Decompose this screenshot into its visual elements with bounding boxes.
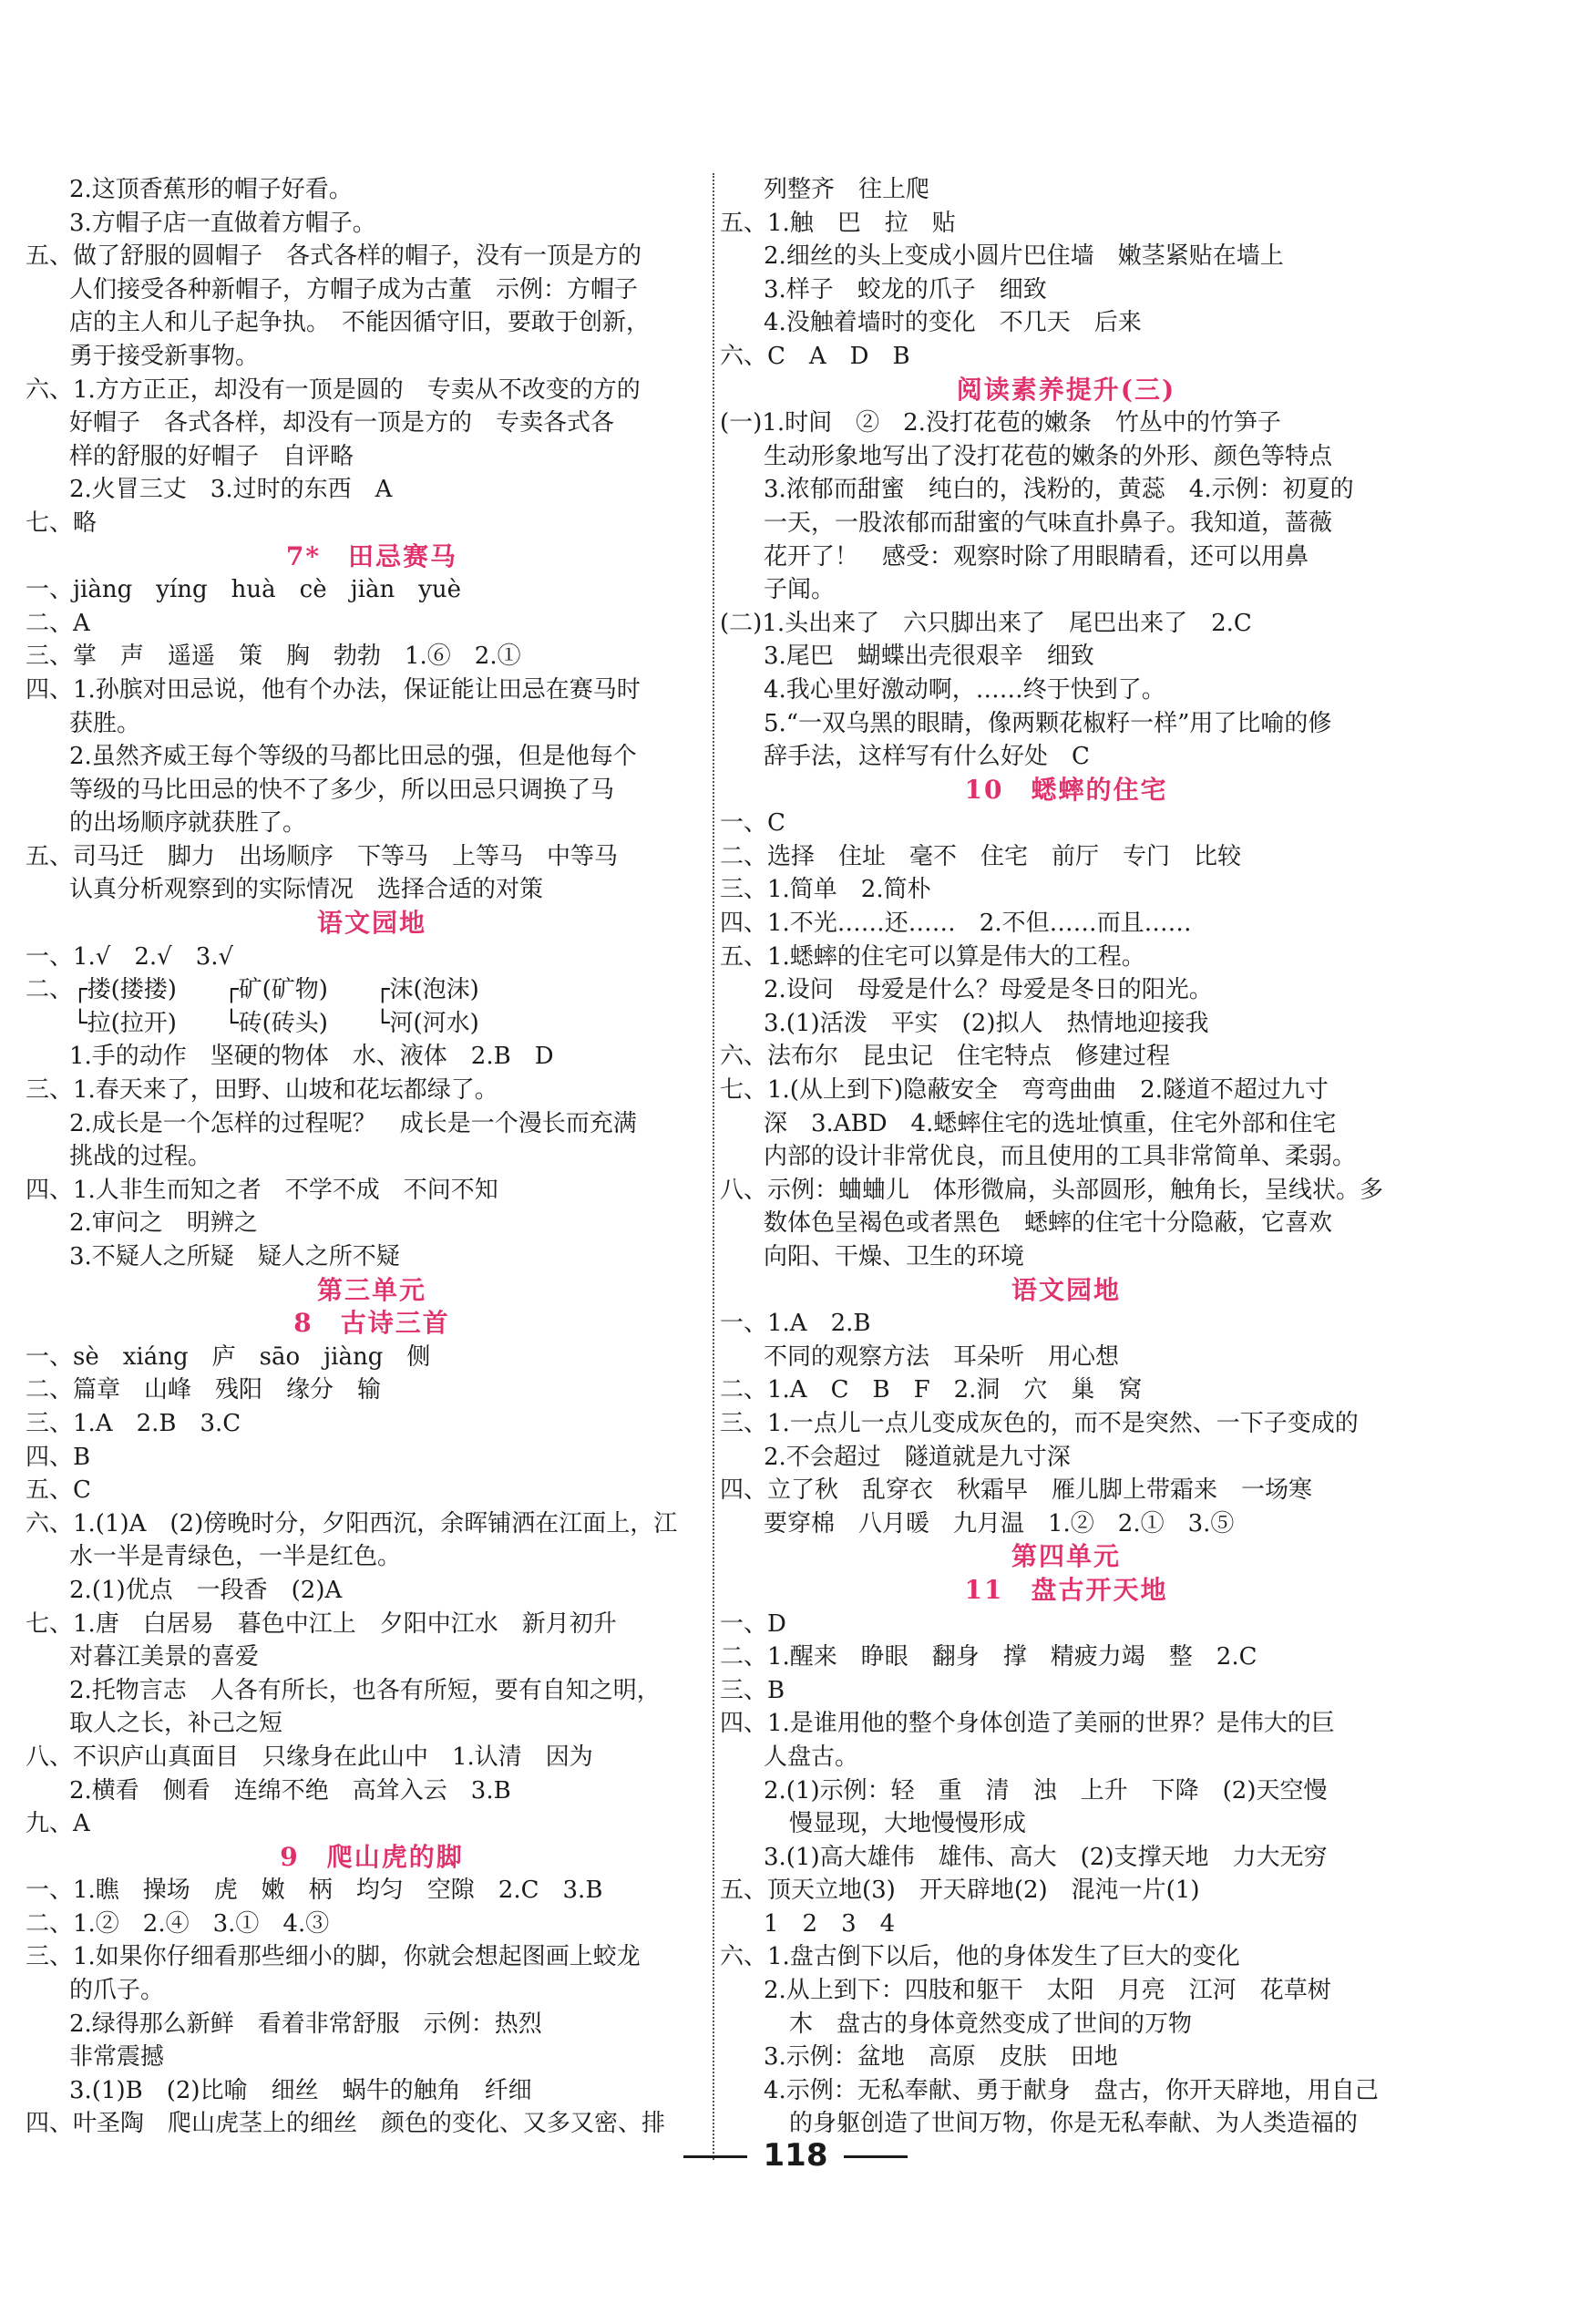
answer-line: 五、顶天立地(3) 开天辟地(2) 混沌一片(1): [720, 1877, 1200, 1905]
answer-line: (二)1.头出来了 六只脚出来了 尾巴出来了 2.C: [720, 609, 1252, 637]
section-heading: 8 古诗三首: [293, 1308, 450, 1339]
answer-line: 一、C: [720, 809, 785, 838]
answer-line: 3.(1)B (2)比喻 细丝 蜗牛的触角 纤细: [69, 2076, 532, 2104]
answer-line: 人们接受各种新帽子，方帽子成为古董 示例：方帽子: [69, 275, 639, 303]
answer-line: 五、做了舒服的圆帽子 各式各样的帽子，没有一顶是方的: [26, 242, 642, 271]
answer-line: 认真分析观察到的实际情况 选择合适的对策: [69, 876, 544, 904]
answer-line: 五、1.触 巴 拉 贴: [720, 209, 956, 237]
answer-line: 向阳、干燥、卫生的环境: [764, 1243, 1025, 1270]
answer-line: 一、jiàng yíng huà cè jiàn yuè: [26, 576, 462, 604]
answer-line: 二、选择 住址 毫不 住宅 前厅 专门 比较: [720, 842, 1242, 870]
answer-line: 3.方帽子店一直做着方帽子。: [69, 209, 376, 237]
answer-line: 列整齐 往上爬: [764, 176, 930, 203]
answer-line: 的身躯创造了世间万物，你是无私奉献、为人类造福的: [789, 2110, 1359, 2138]
answer-line: 2.这顶香蕉形的帽子好看。: [69, 176, 353, 203]
right-column: [720, 173, 1412, 2141]
answer-line: 二、篇章 山峰 残阳 缘分 输: [26, 1376, 382, 1404]
answer-line: 2.审问之 明辨之: [69, 1209, 258, 1238]
answer-line: 三、1.简单 2.简朴: [720, 876, 931, 904]
answer-line: 获胜。: [69, 709, 141, 737]
answer-line: 四、1.是谁用他的整个身体创造了美丽的世界？是伟大的巨: [720, 1710, 1335, 1738]
answer-line: 水一半是青绿色，一半是红色。: [69, 1543, 402, 1571]
answer-line: 3.(1)活泼 平实 (2)拟人 热情地迎接我: [764, 1009, 1209, 1037]
section-heading: 第三单元: [316, 1274, 426, 1305]
answer-line: 四、B: [26, 1443, 91, 1471]
answer-line: 不同的观察方法 耳朵听 用心想: [764, 1342, 1120, 1371]
answer-line: 2.托物言志 人各有所长，也各有所短，要有自知之明，: [69, 1676, 661, 1704]
answer-line: 2.成长是一个怎样的过程呢？ 成长是一个漫长而充满: [69, 1109, 637, 1137]
answer-line: 2.设问 母爱是什么？母爱是冬日的阳光。: [764, 976, 1213, 1004]
answer-line: 生动形象地写出了没打花苞的嫩条的外形、颜色等特点: [764, 442, 1333, 470]
answer-line: 取人之长，补己之短: [69, 1710, 283, 1738]
answer-line: 深 3.ABD 4.蟋蟀住宅的选址慎重，住宅外部和住宅: [764, 1109, 1337, 1137]
answer-line: 数体色呈褐色或者黑色 蟋蟀的住宅十分隐蔽，它喜欢: [764, 1209, 1333, 1238]
answer-line: 2.不会超过 隧道就是九寸深: [764, 1443, 1071, 1471]
answer-line: 一、1.瞧 操场 虎 嫩 柄 均匀 空隙 2.C 3.B: [26, 1877, 603, 1905]
answer-line: (一)1.时间 ② 2.没打花苞的嫩条 竹丛中的竹笋子: [720, 409, 1281, 437]
answer-line: 一、D: [720, 1609, 786, 1638]
answer-line: 挑战的过程。: [69, 1143, 212, 1171]
answer-line: 3.示例：盆地 高原 皮肤 田地: [764, 2043, 1118, 2072]
answer-line: 的爪子。: [69, 1977, 165, 2005]
answer-line: 二、1.A C B F 2.洞 穴 巢 窝: [720, 1376, 1143, 1404]
answer-line: 2.(1)示例：轻 重 清 浊 上升 下降 (2)天空慢: [764, 1776, 1328, 1805]
answer-line: 八、不识庐山真面目 只缘身在此山中 1.认清 因为: [26, 1743, 593, 1771]
answer-line: 二、┌搂(搂搂) ┌矿(矿物) ┌沫(泡沫): [26, 976, 479, 1004]
answer-line: 六、1.(1)A (2)傍晚时分，夕阳西沉，余晖铺洒在江面上，江: [26, 1509, 678, 1537]
answer-line: 六、C A D B: [720, 342, 910, 370]
footer-dash-right: [844, 2155, 908, 2158]
answer-line: 五、司马迁 脚力 出场顺序 下等马 上等马 中等马: [26, 842, 619, 870]
answer-line: 4.我心里好激动啊，……终于快到了。: [764, 675, 1165, 704]
answer-line: 3.浓郁而甜蜜 纯白的，浅粉的，黄蕊 4.示例：初夏的: [764, 476, 1354, 504]
answer-line: 5.“一双乌黑的眼睛，像两颗花椒籽一样”用了比喻的修: [764, 709, 1332, 737]
answer-line: 三、1.A 2.B 3.C: [26, 1409, 241, 1437]
answer-line: 样的舒服的好帽子 自评略: [69, 442, 354, 470]
answer-line: 四、叶圣陶 爬山虎茎上的细丝 颜色的变化、又多又密、排: [26, 2110, 666, 2138]
answer-line: 非常震撼: [69, 2043, 165, 2072]
answer-line: 二、1.醒来 睁眼 翻身 撑 精疲力竭 整 2.C: [720, 1643, 1257, 1671]
answer-line: 一、sè xiáng 庐 sāo jiàng 侧: [26, 1342, 431, 1371]
answer-line: 七、略: [26, 509, 98, 537]
answer-line: 一天，一股浓郁而甜蜜的气味直扑鼻子。我知道，蔷薇: [764, 509, 1333, 537]
section-heading: 7* 田忌赛马: [285, 540, 458, 571]
answer-line: 2.火冒三丈 3.过时的东西 A: [69, 476, 393, 504]
answer-line: 子闻。: [764, 576, 836, 604]
page-number-footer: [0, 2137, 1591, 2174]
answer-line: 店的主人和儿子起争执。 不能因循守旧，要敢于创新，: [69, 309, 651, 337]
answer-line: 1.手的动作 坚硬的物体 水、液体 2.B D: [69, 1043, 554, 1071]
answer-line: 五、1.蟋蟀的住宅可以算是伟大的工程。: [720, 942, 1145, 971]
answer-line: 三、1.一点儿一点儿变成灰色的，而不是突然、一下子变成的: [720, 1409, 1359, 1437]
answer-line: 2.细丝的头上变成小圆片巴住墙 嫩茎紧贴在墙上: [764, 242, 1284, 271]
page-number: 118: [763, 2137, 828, 2174]
answer-line: 八、示例：蛐蛐儿 体形微扁，头部圆形，触角长，呈线状。多: [720, 1176, 1384, 1204]
answer-line: 七、1.(从上到下)隐蔽安全 弯弯曲曲 2.隧道不超过九寸: [720, 1076, 1329, 1105]
answer-line: 内部的设计非常优良，而且使用的工具非常简单、柔弱。: [764, 1143, 1357, 1171]
section-heading: 11 盘古开天地: [964, 1574, 1168, 1605]
answer-line: 3.(1)高大雄伟 雄伟、高大 (2)支撑天地 力大无穷: [764, 1843, 1328, 1871]
answer-line: 3.样子 蛟龙的爪子 细致: [764, 275, 1047, 303]
answer-line: 4.示例：无私奉献、勇于献身 盘古，你开天辟地，用自己: [764, 2076, 1379, 2104]
footer-dash-left: [683, 2155, 747, 2158]
answer-line: 六、1.方方正正，却没有一顶是圆的 专卖从不改变的方的: [26, 375, 641, 404]
section-heading: 10 蟋蟀的住宅: [964, 774, 1168, 805]
answer-line: 等级的马比田忌的快不了多少，所以田忌只调换了马: [69, 776, 615, 804]
section-heading: 语文园地: [1011, 1274, 1121, 1305]
answer-line: 九、A: [26, 1810, 90, 1838]
answer-line: 三、1.如果你仔细看那些细小的脚，你就会想起图画上蛟龙: [26, 1943, 641, 1971]
answer-line: 好帽子 各式各样，却没有一顶是方的 专卖各式各: [69, 409, 615, 437]
answer-line: 花开了！ 感受：观察时除了用眼睛看，还可以用鼻: [764, 542, 1309, 571]
answer-line: 的出场顺序就获胜了。: [69, 809, 307, 838]
answer-line: 2.虽然齐威王每个等级的马都比田忌的强，但是他每个: [69, 743, 637, 771]
answer-line: 一、1.A 2.B: [720, 1310, 871, 1338]
answer-line: 2.横看 侧看 连绵不绝 高耸入云 3.B: [69, 1776, 511, 1805]
answer-line: 慢显现，大地慢慢形成: [789, 1810, 1027, 1838]
answer-line: 一、1.√ 2.√ 3.√: [26, 942, 234, 971]
answer-line: 四、1.孙膑对田忌说，他有个办法，保证能让田忌在赛马时: [26, 675, 641, 704]
answer-line: 七、1.唐 白居易 暮色中江上 夕阳中江水 新月初升: [26, 1609, 617, 1638]
section-heading: 第四单元: [1011, 1541, 1121, 1572]
answer-line: 二、1.② 2.④ 3.① 4.③: [26, 1909, 330, 1938]
answer-line: 三、1.春天来了，田野、山坡和花坛都绿了。: [26, 1076, 498, 1105]
answer-line: 四、1.不光……还…… 2.不但……而且……: [720, 910, 1192, 938]
section-heading: 阅读素养提升(三): [956, 374, 1176, 405]
answer-line: 六、1.盘古倒下以后，他的身体发生了巨大的变化: [720, 1943, 1240, 1971]
answer-line: 对暮江美景的喜爱: [69, 1643, 260, 1671]
answer-line: 四、1.人非生而知之者 不学不成 不问不知: [26, 1176, 498, 1204]
answer-line: 六、法布尔 昆虫记 住宅特点 修建过程: [720, 1043, 1171, 1071]
answer-line: 4.没触着墙时的变化 不几天 后来: [764, 309, 1142, 337]
section-heading: 语文园地: [316, 908, 426, 939]
answer-line: 五、C: [26, 1476, 91, 1505]
answer-line: 勇于接受新事物。: [69, 342, 260, 370]
answer-line: 木 盘古的身体竟然变成了世间的万物: [789, 2010, 1193, 2038]
answer-line: 1 2 3 4: [764, 1909, 896, 1938]
answer-line: 要穿棉 八月暖 九月温 1.② 2.① 3.⑤: [764, 1509, 1235, 1537]
answer-line: 三、B: [720, 1676, 785, 1704]
column-divider: [713, 173, 714, 2160]
answer-line: 人盘古。: [764, 1743, 859, 1771]
answer-line: 2.绿得那么新鲜 看着非常舒服 示例：热烈: [69, 2010, 542, 2038]
answer-line: 3.尾巴 蝴蝶出壳很艰辛 细致: [764, 643, 1094, 671]
answer-line: 2.从上到下：四肢和躯干 太阳 月亮 江河 花草树: [764, 1977, 1331, 2005]
answer-line: 四、立了秋 乱穿衣 秋霜早 雁儿脚上带霜来 一场寒: [720, 1476, 1313, 1505]
answer-line: 2.(1)优点 一段香 (2)A: [69, 1576, 343, 1604]
answer-line: 二、A: [26, 609, 90, 637]
answer-line: 3.不疑人之所疑 疑人之所不疑: [69, 1243, 400, 1270]
answer-line: 三、掌 声 遥遥 策 胸 勃勃 1.⑥ 2.①: [26, 643, 521, 671]
answer-line: └拉(拉开) └砖(砖头) └河(河水): [26, 1009, 479, 1037]
section-heading: 9 爬山虎的脚: [280, 1841, 464, 1872]
left-column: [26, 173, 718, 2141]
answer-line: 辞手法，这样写有什么好处 C: [764, 743, 1090, 771]
